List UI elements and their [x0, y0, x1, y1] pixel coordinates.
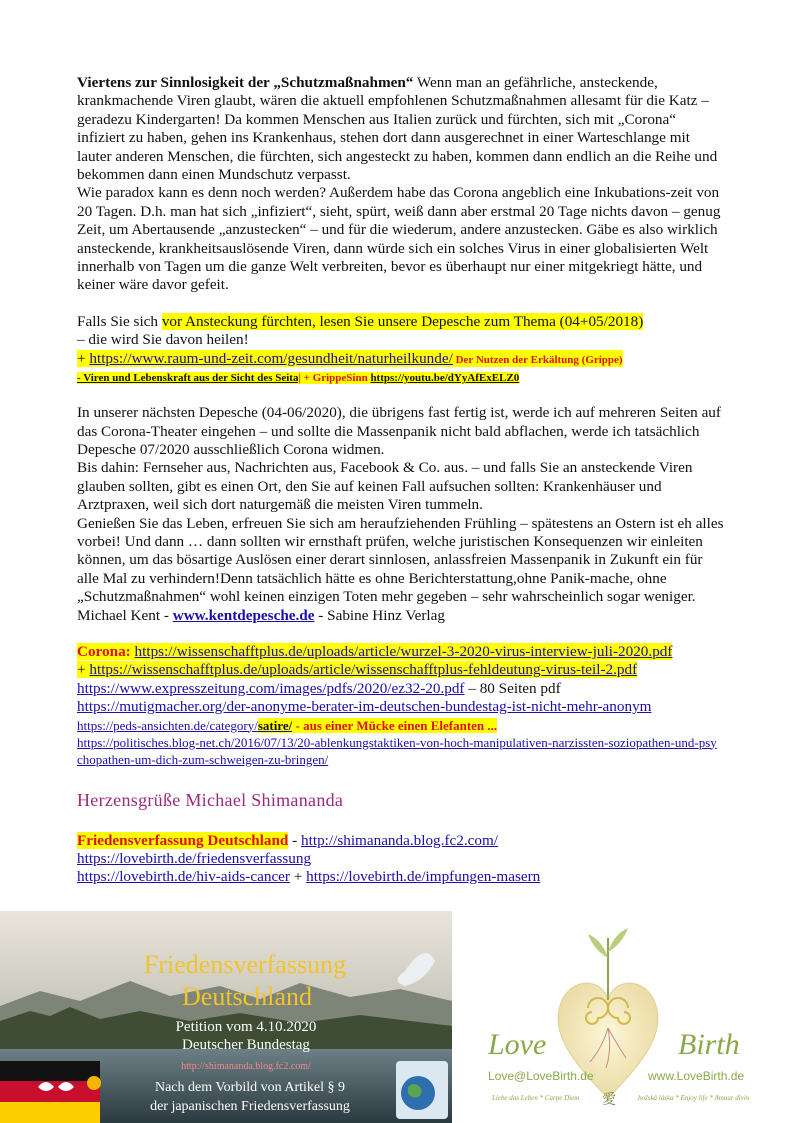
lovebirth-logo-image [478, 918, 778, 1118]
banner-image [0, 911, 452, 1123]
link-line-lovebirth-1 [77, 850, 727, 868]
banner-title-2: Deutschland [182, 982, 312, 1011]
paragraph-heading: Viertens zur Sinnlosigkeit der „Schutzmaßnahmen“ [77, 74, 414, 91]
link-kentdepesche[interactable]: www.kentdepesche.de [172, 606, 315, 624]
lovebirth-logo [478, 918, 778, 1118]
link-fehldeutung[interactable]: https://wissenschafftplus.de/uploads/article/wissenschafftplus-fehldeutung-virus-teil-2.pdf [89, 661, 638, 679]
link-line-corona-2: + https://wissenschafftplus.de/uploads/article/wissenschafftplus-fehldeutung-virus-teil-2.pdf [77, 661, 638, 679]
friedensverfassung-banner [0, 911, 452, 1123]
link-line-friedensverfassung: Friedensverfassung Deutschland - http://shimananda.blog.fc2.com/ [77, 831, 499, 849]
link-line-politisches [77, 734, 717, 768]
link-politisches-blog[interactable]: https://politisches.blog-net.ch/2016/07/13/20-ablenkungstaktiken-von-hoch-manipulativen-narzissten-soziopathen-und-psychopathen-um-dich-zum-schweigen-zu-bringen/ [77, 734, 717, 767]
logo-kanji: 愛 [602, 1092, 616, 1108]
logo-love: Love [488, 1028, 547, 1061]
banner-title-1: Friedensverfassung [143, 950, 347, 979]
link-lovebirth-friedensverfassung[interactable]: https://lovebirth.de/friedensverfassung [77, 850, 312, 867]
logo-birth: Birth [678, 1028, 740, 1061]
link-line-mutigmacher [77, 698, 727, 716]
link-line-expresszeitung: https://www.expresszeitung.com/images/pdfs/2020/ez32-20.pdf – 80 Seiten pdf [77, 679, 561, 697]
banner-petition: Petition vom 4.10.2020 [175, 1019, 317, 1035]
logo-motto-right: božská láska * Enjoy life * Amour divin [638, 1094, 750, 1102]
link-raum-und-zeit[interactable]: https://www.raum-und-zeit.com/gesundheit/naturheilkunde/ [89, 349, 453, 367]
paragraph-heilen: – die wird Sie davon heilen! [77, 331, 249, 349]
link-expresszeitung[interactable]: https://www.expresszeitung.com/images/pdfs/2020/ez32-20.pdf [77, 679, 465, 697]
link-peds-ansichten[interactable]: https://peds-ansichten.de/category/satire/ [77, 717, 293, 733]
paragraph-bis-dahin: Bis dahin: Fernseher aus, Nachrichten aus, Facebook & Co. aus. – und falls Sie an ansteckende Viren glauben sollten, gibt es einen Ort, den Sie auf keinen Fall aufsuchen sollten: Krankenhäuser und Arztpraxen, weil sich dort naturgemäß die meisten Viren tummeln. [77, 459, 693, 514]
link-line-grippesinn: - Viren und Lebenskraft aus der Sicht des Seita| + GrippeSinn https://youtu.be/dYyAfExELZ0 [77, 372, 520, 385]
greeting: Herzensgrüße Michael Shimananda [77, 789, 344, 810]
link-line-lovebirth-2: https://lovebirth.de/hiv-aids-cancer + https://lovebirth.de/impfungen-masern [77, 868, 541, 886]
link-shimananda-blog[interactable]: http://shimananda.blog.fc2.com/ [301, 831, 499, 849]
link-wurzel-3[interactable]: https://wissenschafftplus.de/uploads/article/wurzel-3-2020-virus-interview-juli-2020.pdf [134, 642, 673, 660]
paragraph-geniessen: Genießen Sie das Leben, erfreuen Sie sich am heraufziehenden Frühling – spätestens an Ostern ist eh alles vorbei! Und dann … dann sollten wir ernsthaft prüfen, welche juristischen Konsequenzen wir einleiten können, um das bösartige Auslösen einer derart sinnlosen, anlassfreien Massenpanik in Zukunft ein für alle Mal zu verhindern!Denn tatsächlich hätte es ohne Berichterstattung,ohne Panik-mache, ohne „Schutzmaßnahmen“ wohl keinen einzigen Toten mehr gegeben – sehr wahrscheinlich sogar weniger. Michael Kent - www.kentdepesche.de - Sabine Hinz Verlag [77, 514, 724, 624]
banner-vorbild-1: Nach dem Vorbild von Artikel § 9 [154, 1080, 346, 1095]
banner-bundestag: Deutscher Bundestag [182, 1037, 310, 1053]
logo-web: www.LoveBirth.de [648, 1069, 745, 1083]
link-line-raum-und-zeit: + https://www.raum-und-zeit.com/gesundheit/naturheilkunde/ Der Nutzen der Erkältung (Grippe) [77, 349, 623, 367]
link-lovebirth-impfungen[interactable]: https://lovebirth.de/impfungen-masern [306, 868, 541, 886]
link-line-peds: https://peds-ansichten.de/category/satire/ - aus einer Mücke einen Elefanten ... [77, 717, 498, 733]
banner-url: http://shimananda.blog.fc2.com/ [181, 1061, 311, 1072]
logo-email: Love@LoveBirth.de [488, 1069, 594, 1083]
link-lovebirth-hiv[interactable]: https://lovebirth.de/hiv-aids-cancer [77, 868, 290, 886]
paragraph-naechste-depesche: In unserer nächsten Depesche (04-06/2020), die übrigens fast fertig ist, werde ich auf mehreren Seiten auf das Corona-Theater eingehen – und sollte die Massenpanik nicht bald abflachen, werde ich tatsächlich Depesche 07/2020 ausschließlich Corona widmen. [77, 404, 721, 458]
paragraph-falls: Falls Sie sich vor Ansteckung fürchten, lesen Sie unsere Depesche zum Thema (04+05/2018) [77, 312, 644, 330]
banner-vorbild-2: der japanischen Friedensverfassung [150, 1099, 350, 1114]
paragraph-schutzmassnahmen: Viertens zur Sinnlosigkeit der „Schutzmaßnahmen“ Wenn man an gefährliche, ansteckende, krankmachende Viren glaubt, wären die aktuell empfohlenen Schutzmaßnahmen allesamt für die Katz – geradezu Kindergarten! Da kommen Menschen aus Italien zurück und fürchten, sich mit „Corona“ infiziert zu haben, gehen ins Krankenhaus, stehen dort dann ausgerechnet in einer Warteschlange mit lauter anderen Menschen, die fürchten, sich angesteckt zu haben, kommen dann endlich an die Reihe und bekommen dann einen Mundschutz verpasst. [77, 74, 718, 184]
link-mutigmacher[interactable]: https://mutigmacher.org/der-anonyme-berater-im-deutschen-bundestag-ist-nicht-mehr-anonym [77, 698, 652, 716]
link-youtube[interactable]: https://youtu.be/dYyAfExELZ0 [370, 372, 520, 385]
logo-motto-left: Liebe das Leben * Carpe Diem [492, 1094, 580, 1102]
document-body [77, 74, 727, 887]
link-line-corona-1: Corona: https://wissenschafftplus.de/uploads/article/wurzel-3-2020-virus-interview-juli-2020.pdf [77, 642, 673, 660]
paragraph-paradox: Wie paradox kann es denn noch werden? Außerdem habe das Corona angeblich eine Inkubations-zeit von 20 Tagen. D.h. man hat sich „infiziert“, sieht, spürt, weiß dann aber erstmal 20 Tage nichts davon – genug Zeit, um Abertausende „anzustecken“ – und für die wiederum, andere anzustecken. Gäbe es also wirklich ansteckende, krankheitsauslösende Viren, dann würde sich ein solches Virus in einer globalisierten Welt innerhalb von Tagen um die ganze Welt verbreiten, bevor es überhaupt nur einer mitgekriegt hätte, und keiner wäre davor gefeit. [77, 184, 721, 294]
